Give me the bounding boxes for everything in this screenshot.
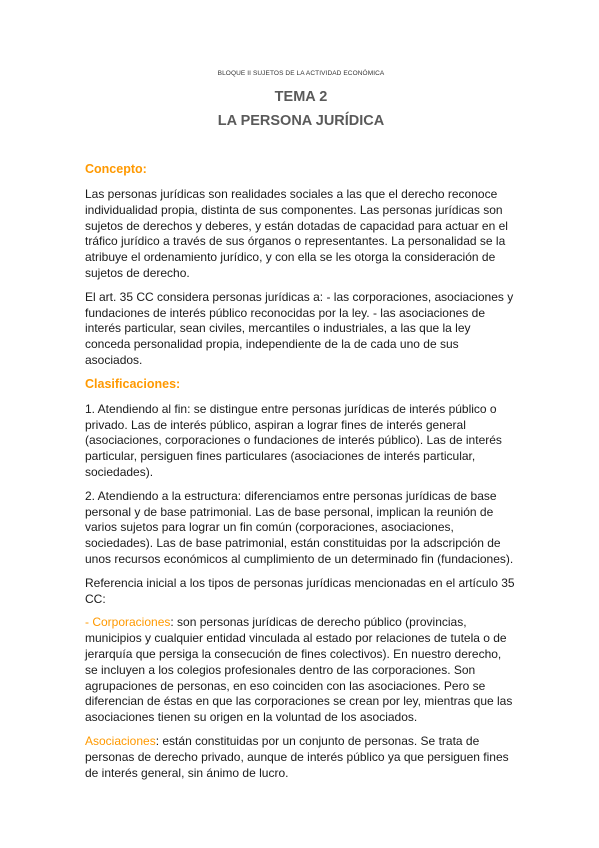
asociaciones-label: Asociaciones [85,733,156,748]
corporaciones-paragraph [85,615,517,726]
asociaciones-text: : están constituidas por un conjunto de personas. Se trata de personas de derecho privado, aunque de interés público ya que persiguen fines de interés general, sin ánimo de lucro. [85,733,509,780]
concepto-paragraph-2: El art. 35 CC considera personas jurídicas a: - las corporaciones, asociaciones y fundaciones de interés público reconocidas por la ley. - las asociaciones de interés particular, sean civiles, mercantiles o industriales, a las que la ley conceda personalidad propia, independiente de la de cada uno de sus asociados. [85,289,514,367]
document-page [85,70,517,789]
concepto-paragraph-1: Las personas jurídicas son realidades sociales a las que el derecho reconoce individualidad propia, distinta de sus componentes. Las personas jurídicas son sujetos de derechos y deberes, y están dotadas de capacidad para actuar en el tráfico jurídico a través de sus órganos o representantes. La personalidad se la atribuye el ordenamiento jurídico, y con ella se les otorga la consideración de sujetos de derecho. [85,187,508,280]
tema-title: TEMA 2 [274,89,328,105]
clasificaciones-paragraph-1: 1. Atendiendo al fin: se distingue entre personas jurídicas de interés público o privado. Las de interés público, aspiran a lograr fines de interés general (asociaciones, corporaciones o fundaciones de interés público). Las de interés particular, persiguen fines particulares (asociaciones de interés particular, sociedades). [85,401,502,479]
concepto-heading: Concepto: [85,162,147,176]
corporaciones-label: - Corporaciones [85,615,171,630]
clasificaciones-paragraph-3: Referencia inicial a los tipos de personas jurídicas mencionadas en el artículo 35 CC: [85,575,515,606]
clasificaciones-paragraph-2: 2. Atendiendo a la estructura: diferenciamos entre personas jurídicas de base personal y de base patrimonial. Las de base personal, implican la reunión de varios sujetos para lograr un fin común (corporaciones, asociaciones, sociedades). Las de base patrimonial, están constituidas por la adscripción de unos recursos económicos al cumplimiento de un determinado fin (fundaciones). [85,488,514,566]
clasificaciones-heading: Clasificaciones: [85,376,181,391]
asociaciones-paragraph [85,734,517,781]
bloque-header: BLOQUE II SUJETOS DE LA ACTIVIDAD ECONÓMICA [217,70,385,77]
corporaciones-text: : son personas jurídicas de derecho público (provincias, municipios y cualquier entidad vinculada al estado por relaciones de tutela o de jerarquía que persiga la consecución de fines colectivos). En nuestro derecho, se incluyen a los colegios profesionales dentro de las corporaciones. Son agrupaciones de personas, en eso coinciden con las asociaciones. Pero se diferencian de éstas en que las corporaciones se crean por ley, mientras que las asociaciones tienen su origen en la voluntad de los asociados. [85,615,513,725]
document-title: LA PERSONA JURÍDICA [217,113,385,129]
